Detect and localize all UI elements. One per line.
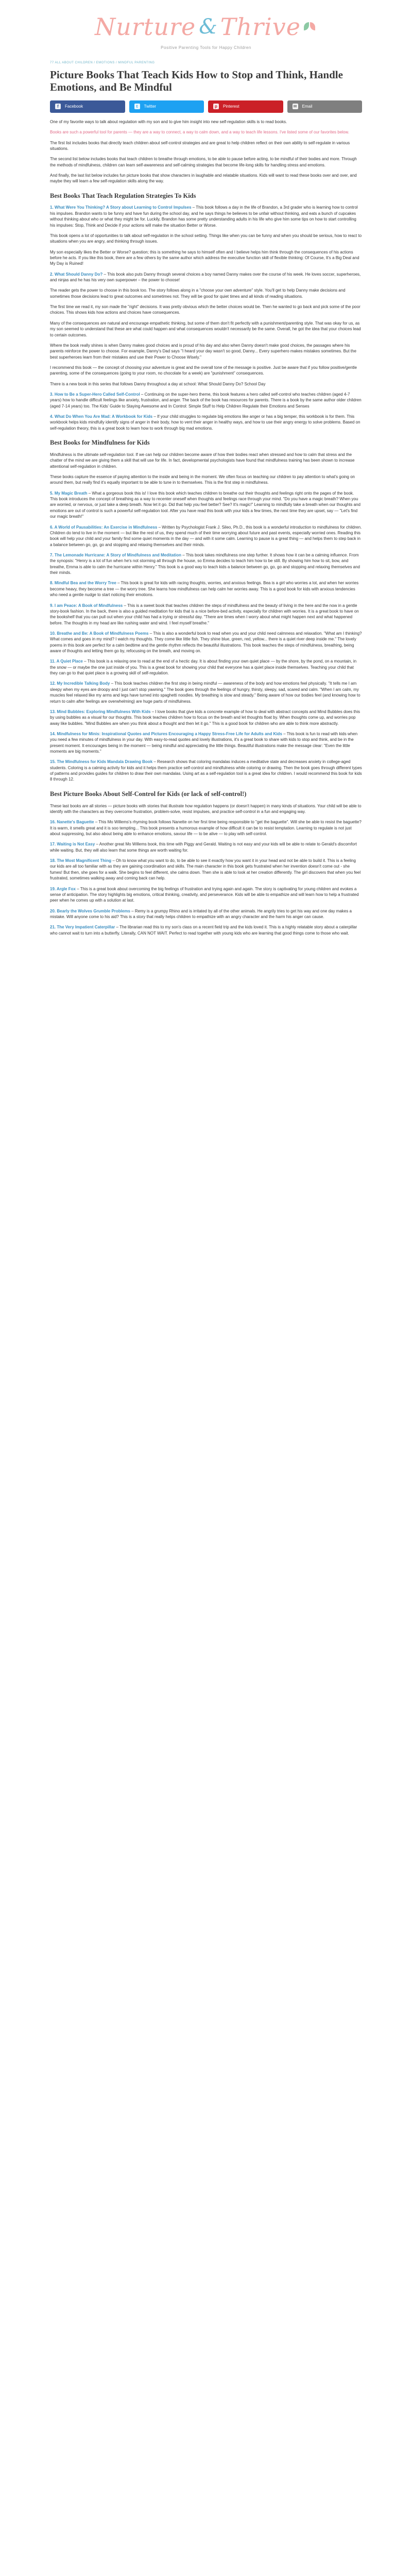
book-title-link[interactable]: 1. What Were You Thinking? A Story about Learning to Control Impulses: [50, 205, 192, 210]
twitter-icon: t: [134, 104, 140, 109]
body-paragraph: The reader gets the power to choose in this book too. The story follows along in a "choose your own adventure" style. You'll get to help Danny make decisions and sometimes those decisions lead to great outcomes and sometimes not. They will be good for quiet times and all kinds of reading situations.: [50, 288, 346, 299]
logo-ampersand: &: [199, 14, 217, 39]
share-pinterest-label: Pinterest: [223, 104, 239, 109]
book-title-link[interactable]: 13. Mind Bubbles: Exploring Mindfulness With Kids: [50, 709, 151, 714]
book-description: – This is a sweet book that teaches children the steps of mindfulness and the beauty of living in the here and the now in a gentle story-book fashion. In the back, there is also a guided meditation for kids that is a nice before-bed activity, especially for children with worries. It is a great book to have on the bookshelf that you can pull out when your child has had a trying or stressful day. "There are times when I worry about what might happen next and what happened before. The thoughts in my head are like rushing water and wind. I feel myself breathe.": [50, 603, 359, 625]
book-description: – Oh to know what you want to do, to be able to see it exactly how you want it in your head and not be able to build it. This is a feeling our kids are all too familiar with as they are gaining coordination and skills. The main character in this book gets frustrated when her invention doesn't come out - she fumes! But then, she goes for a walk. She begins to feel different, she calms down. Then she is able to look at her creation differently. The girl discovers that when you feel frustrated, sometimes walking away and coming back can help.: [50, 858, 361, 881]
book-description: – What a gorgeous book this is! I love this book which teaches children to breathe out their thoughts and feelings right onto the pages of the book. This book introduces the concept of breathing as a way to recenter oneself when thoughts and feelings race through your mind. "Do you have a magic breath? When you are worried, or nervous, or just take a deep breath. Now let it go. Did that help you feel better? See? It's magic!" Learning to mindfully take a breath when our thoughts and emotions are out of control is such a powerful self-regulation tool. After you have read this book with your kids a few times, the next time they are upset, say — "Let's find our magic breath!": [50, 490, 360, 519]
intro-paragraph: And finally, the last list below includes fun picture books that show characters in laughable and relatable situations. Kids will want to read these books over and over, and maybe they will learn a few self-regulation skills along the way.: [50, 173, 357, 184]
book-title-link[interactable]: 16. Nanette's Baguette: [50, 820, 94, 825]
book-entry: [50, 552, 362, 575]
book-description: – This is a great book about overcoming the big feelings of frustration and trying again and again. The story is captivating for young children and evokes a sense of anticipation. The story highlights big emotions, critical thinking, creativity, and perseverance. Kids will be able to empathize and will learn how to help a frustrated peer when he comes up with a solution at last.: [50, 886, 359, 903]
book-title-link[interactable]: 18. The Most Magnificent Thing: [50, 858, 112, 863]
logo-text-left: Nurture: [94, 13, 196, 41]
book-description: – This book follows a day in the life of Brandon, a 3rd grader who is learning how to control his impulses. Brandon wants to be funny and have fun during the school day, and he says things he believes to be unfair without thinking, and eats a bunch of cupcakes without thinking about who or what they might be for. Luckily, Brandon has some pretty understanding adults in his life who give him some tips on how to start controlling his impulses: Stop, Think and Decide if your actions will make the situation Better or Worse.: [50, 205, 358, 228]
book-description: – This book is fun to read with kids when you need a few minutes of mindfulness in your day. With easy-to-read quotes and lovely illustrations, it's a great book to share with kids to stop and think, and be in the present moment. It encourages being in the moment — being mindful and appreciating the little things. Beautiful illustrations make the message clear: "Even the little moments are big moments.": [50, 731, 358, 754]
body-paragraph: I recommend this book — the concept of choosing your adventure is great and the overall tone of the message is positive. Just be aware that if you follow positive/gentle parenting, some of the consequences (going to your room, no chocolate for a week) are "punishment" consequences.: [50, 365, 357, 376]
book-entry: [50, 580, 362, 598]
book-entry: [50, 908, 362, 920]
book-title-link[interactable]: 11. A Quiet Place: [50, 659, 83, 664]
intro-paragraph: The first list includes books that directly teach children about self-control strategies and are great to help children reflect on their own ability to self-regulate in various situations.: [50, 140, 350, 151]
book-entry: [50, 490, 362, 520]
body-paragraph: This book opens a lot of opportunities to talk about self-regulation in the school setting. Things like when you can be funny and when you should be serious, how to react to situations when you are angry, and thinking through issues.: [50, 233, 362, 244]
share-twitter-button[interactable]: [129, 100, 204, 113]
share-pinterest-button[interactable]: [208, 100, 283, 113]
share-email-button[interactable]: [287, 100, 363, 113]
book-entry: [50, 858, 362, 881]
site-header: [0, 0, 412, 58]
book-entry: [50, 658, 362, 676]
body-paragraph: These last books are all stories — picture books with stories that illustrate how regulation happens (or doesn't happen) in many kinds of situations. Your child will be able to identify with the characters as they overcome frustration, problem-solve, resist impulses, and practice self-control in a fun and engaging way.: [50, 803, 362, 814]
share-facebook-label: Facebook: [65, 104, 83, 109]
book-entry: [50, 731, 362, 754]
page-title: Picture Books That Teach Kids How to Stop and Think, Handle Emotions, and Be Mindful: [50, 68, 343, 93]
body-paragraph: The first time we read it, my son made the "right" decisions. It was pretty obvious which the better choices would be. Then he wanted to go back and pick some of the poor choices. This shows kids how actions and choices have consequences.: [50, 304, 360, 315]
book-entry: [50, 414, 362, 431]
body-paragraph: Mindfulness is the ultimate self-regulation tool. If we can help our children become aware of how their bodies react when stressed and how to calm that stress and the chatter of the mind we are giving them a skill that will use for life. In fact, developmental psychologists have found that mindfulness training has been shown to increase attentional self-regulation in children.: [50, 452, 355, 469]
book-title-link[interactable]: 2. What Should Danny Do?: [50, 272, 103, 277]
book-title-link[interactable]: 9. I am Peace: A Book of Mindfulness: [50, 603, 123, 608]
book-entry: [50, 205, 362, 228]
book-description: – Continuing on the super-hero theme, this book features a hero called self-control who teaches children (aged 4-7 years) how to handle difficult feelings like anxiety, frustration, and anger. The back of the book has resources for parents. There is a book by the same author older children (aged 7-14 years) too. The Kids' Guide to Staying Awesome and In Control: Simple Stuff to Help Children Regulate their Emotions and Senses: [50, 392, 362, 409]
body-paragraph: Where the book really shines is when Danny makes good choices and is proud of his day and also when Danny doesn't make good choices, the passages where his parents reinforce the power to choose. For example, Danny's Dad says "I heard your day wasn't so good, Danny... Every superhero makes mistakes sometimes. But the best superheroes learn from their mistakes and use their Power to Choose Wisely.": [50, 343, 356, 360]
body-paragraph: My son especially likes the Better or Worse? question; this is something he says to himself often and I believe helps him think through the consequences of his actions before he acts. If you like this book, there are a few others by the same author which address the executive function skill of flexible thinking: Of Course, It's a Big Deal and My Day is Ruined!: [50, 249, 359, 266]
book-entry: [50, 759, 362, 782]
site-logo[interactable]: [95, 12, 317, 42]
intro-paragraph-highlight[interactable]: Books are such a powerful tool for parents — they are a way to connect, a way to calm down, and a way to teach life lessons. I've listed some of our favorites below.: [50, 130, 349, 135]
book-title-link[interactable]: 10. Breathe and Be: A Book of Mindfulness Poems: [50, 631, 149, 636]
intro-paragraph: The second list below includes books that teach children to breathe through emotions, to be able to pause before acting, to be mindful of their bodies and more. Through the methods of mindfulness, children can learn self-awareness and self-calming strategies that become life-long skills for handling stress and emotions.: [50, 157, 357, 167]
book-title-link[interactable]: 19. Argle Fox: [50, 886, 76, 891]
book-entry: [50, 841, 362, 853]
book-entry: [50, 886, 362, 904]
book-title-link[interactable]: 5. My Magic Breath: [50, 490, 88, 496]
site-tagline: Positive Parenting Tools for Happy Children: [161, 45, 251, 50]
body-paragraph: Many of the consequences are natural and encourage empathetic thinking, but some of them don't fit perfectly with a punishment/parenting style. That was okay for us, as my son seemed to understand that these are what could happen and what consequences wouldn't necessarily be the same. Overall, he got the idea that your choices lead to certain outcomes.: [50, 320, 361, 337]
share-twitter-label: Twitter: [144, 104, 157, 109]
section-heading: Best Picture Books About Self-Control for Kids (or lack of self-control!): [50, 790, 247, 798]
book-title-link[interactable]: 3. How to Be a Super-Hero Called Self-Control: [50, 392, 140, 397]
book-description: – This book is great for kids with racing thoughts, worries, and anxious feelings. Bea is a girl who worries a lot, and when her worries become heavy, they become a tree — the worry tree. She learns how mindfulness can help calm her worries away. This is a good book for kids with anxious tendencies who need a gentle nudge to start noticing their emotions.: [50, 581, 359, 598]
book-description: – Another great Mo Willems book, this time with Piggy and Gerald. Waiting is not easy and your kids will be able to relate to Gerald's discomfort while waiting. But, they will also learn that some things are worth waiting for.: [50, 842, 357, 853]
intro-paragraph: One of my favorite ways to talk about regulation with my son and to give him insight into new self-regulation skills is to read books.: [50, 119, 287, 124]
section-heading: Best Books for Mindfulness for Kids: [50, 439, 150, 447]
book-description: – I love books that give kids a concrete example of how to deal with abstract concepts and Mind Bubbles does this by using bubbles as a visual for our thoughts. This book teaches children how to focus on the breath and let thoughts float by. When thoughts come up, and worries pop away like bubbles. "Mind Bubbles are when you think about a thought and then let it go." This is a good book for children who are able to think more abstractly.: [50, 709, 360, 726]
leaf-icon: [304, 22, 317, 31]
book-description: – This book teaches children the first step in being mindful — awareness of the body and how emotions feel physically. "It tells me I am sleepy when my eyes are droopy and I just can't stop yawning." The book goes through the feelings of hungry, thirsty, sleepy, sad, scared and calm. "When I am calm, my muscles feel relaxed like my arms and legs have turned into spaghetti noodles. My breathing is slow and steady." Being aware of how our bodies feel (and knowing how to return to calm after feelings are overwhelming) are huge parts of mindfulness.: [50, 681, 360, 704]
body-paragraph: There is a new book in this series that follows Danny throughout a day at school: What Should Danny Do? School Day: [50, 381, 266, 386]
book-description: – Written by Psychologist Frank J. Sileo, Ph.D., this book is a wonderful introduction to mindfulness for children. Children do tend to live in the moment — but like the rest of us, they spend much of their time worrying about future and past events, especially worried ones. Reading this book will help your child and your family find some quiet moments in the day — and with it some calm. Learning to pause is a great thing — and helps them to step back in a balance between go, go, go and stopping and relaxing themselves and their minds.: [50, 524, 362, 547]
book-entry: [50, 924, 362, 936]
book-title-link[interactable]: 20. Bearly the Wolves Grumble Problems: [50, 908, 130, 913]
book-entry: [50, 819, 362, 837]
book-title-link[interactable]: 8. Mindful Bea and the Worry Tree: [50, 581, 116, 586]
book-title-link[interactable]: 7. The Lemonade Hurricane: A Story of Mindfulness and Meditation: [50, 552, 181, 557]
book-description: – This Mo Willems's rhyming book follows Nanette on her first time being responsible to "get the baguette". Will she be able to resist the baguette? It is warm, it smells great and it is soo tempting... This book presents a humorous example of how difficult it can be to resist temptation. Learning to regulate is not just about suppressing, but also about being able to enhance emotions, savour life — to be alive — to play with self-control.: [50, 820, 362, 837]
logo-text-right: Thrive: [220, 13, 301, 41]
facebook-icon: f: [55, 104, 61, 109]
book-description: – This is also a wonderful book to read when you and your child need calmness and relaxation. "What am I thinking? What comes and goes in my mind? I watch my thoughts. They come like little fish. They shine blue, green, red, yellow... there is a quiet river deep inside me." The lovely poems in this book are perfect for a calm bedtime and the gentle rhythm reflects the beautiful illustrations. This book teaches the steps of mindfulness, breathing, being aware of thoughts and letting them go by, refocusing on the breath, and moving on.: [50, 631, 362, 654]
share-facebook-button[interactable]: [50, 100, 125, 113]
book-description: – This book is a relaxing one to read at the end of a hectic day. It is about finding your own quiet place — by the shore, by the pond, on a mountain, in the snow — or maybe the one just inside of you. This is a great book for showing your child that everyone has a quiet place inside themselves. Teaching your child that they can go to that quiet place is a growing skill of self-regulation.: [50, 659, 357, 676]
book-description: – This book takes mindfulness one step further. It shows how it can be a calming influence. From the synopsis: "Henry is a lot of fun when he's not storming all through the house, so Emma decides to teach him how to be still. By showing him how to sit, bow, and breathe, Emma is able to calm the hurricane within Henry." This book is a good way to teach kids a balance between go, go, go and stopping and relaxing themselves and their minds.: [50, 552, 360, 575]
book-description: – This book also puts Danny through several choices a boy named Danny makes over the course of his week. He loves soccer, superheroes, and ninjas and he has his very own superpower – the power to choose!: [50, 272, 361, 283]
share-bar: [50, 100, 362, 113]
section-heading: Best Books That Teach Regulation Strategies To Kids: [50, 192, 196, 199]
book-entry: [50, 524, 362, 548]
book-title-link[interactable]: 14. Mindfulness for Minis: Inspirational Quotes and Pictures Encouraging a Happy Stress-Free Life for Adults and Kids: [50, 731, 282, 736]
body-paragraph: These books capture the essence of paying attention to the inside and being in the moment. We often focus on teaching our children to pay attention to what's going on around them, but really find it's equally important to be able to tune in to themselves. This is the first step in mindfulness.: [50, 474, 355, 485]
book-title-link[interactable]: 21. The Very Impatient Caterpillar: [50, 925, 115, 930]
book-title-link[interactable]: 17. Waiting is Not Easy: [50, 842, 95, 847]
book-title-link[interactable]: 12. My Incredible Talking Body: [50, 681, 110, 686]
book-description: – If your child struggles to regulate big emotions like anger or has a big temper, this workbook is for them. This workbook helps kids mindfully identify signs of anger in their body, how to vent their anger in healthy ways, and how to use their angry energy to solve problems. Based on self-regulation theory, this is a great book to learn how to work through big mad emotions.: [50, 414, 360, 431]
book-title-link[interactable]: 15. The Mindfulness for Kids Mandala Drawing Book: [50, 759, 153, 765]
book-description: – Research shows that coloring mandalas induces a meditative state and decreases anxiety in college-aged students. Coloring is a calming activity for kids and it helps them practice self-control and mindfulness while coloring or drawing. Then the book goes through different types of patterns and provides guides for children to draw their own mandalas. Using art as a self-regulation tool is a great idea for children. I would recommend this book for kids 8 through 12.: [50, 759, 362, 782]
book-entry: [50, 603, 362, 626]
email-icon: ✉: [293, 104, 298, 109]
book-title-link[interactable]: 4. What Do When You Are Mad: A Workbook for Kids: [50, 414, 153, 419]
book-entry: [50, 392, 362, 409]
book-entry: [50, 272, 362, 283]
book-entry: [50, 681, 362, 704]
share-email-label: Email: [302, 104, 313, 109]
pinterest-icon: p: [213, 104, 219, 109]
book-title-link[interactable]: 6. A World of Pausabilities: An Exercise in Mindfulness: [50, 524, 158, 530]
book-description: – Remy is a grumpy Rhino and is irritated by all of the other animals. He angrily tries to get his way and one day makes a mistake. Will anyone come to his aid? This is a story that really helps children to empathize with an angry character and the harm his anger can cause.: [50, 908, 352, 919]
book-entry: [50, 709, 362, 726]
book-entry: [50, 631, 362, 654]
breadcrumb[interactable]: 77 ALL ABOUT CHILDREN / EMOTIONS / MINDFUL PARENTING: [50, 61, 155, 64]
book-description: – The librarian read this to my son's class on a recent field trip and the kids loved it. This is a highly relatable story about a caterpillar who cannot wait to turn into a butterfly. Literally, CAN NOT WAIT. Perfect to read together with young kids who are learning that good things come to those who wait.: [50, 925, 357, 936]
article: [0, 61, 412, 936]
